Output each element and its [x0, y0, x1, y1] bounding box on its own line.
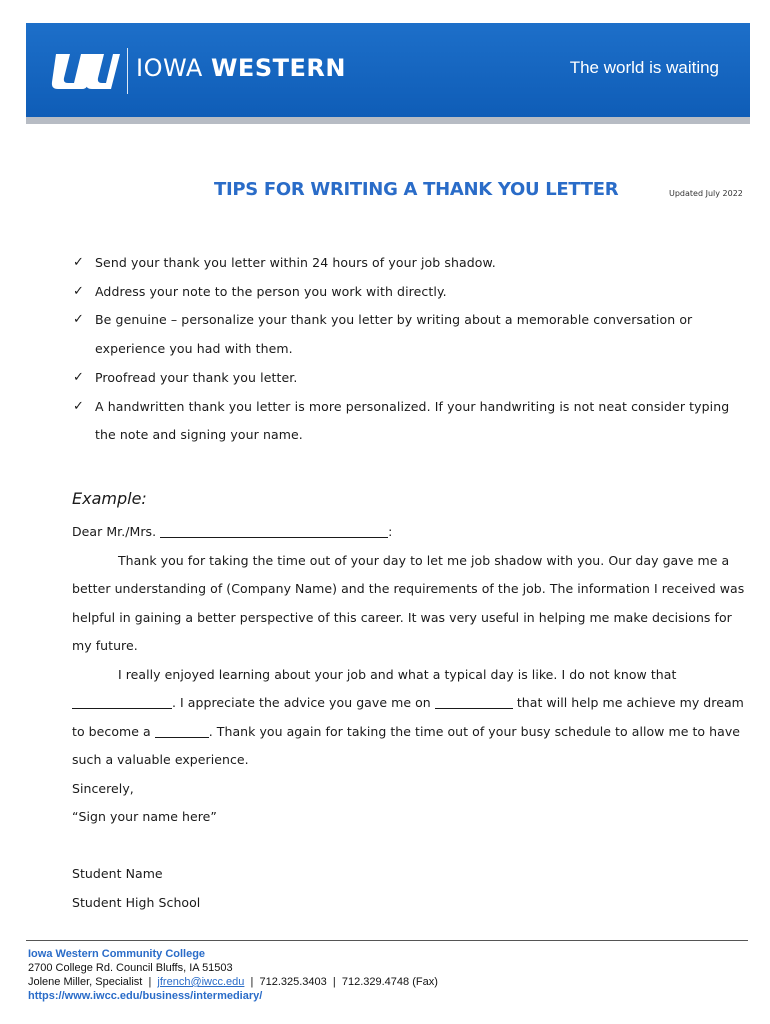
tips-list	[73, 249, 748, 450]
blank-topic	[435, 694, 513, 709]
tip-item	[73, 393, 748, 450]
example-heading: Example:	[72, 489, 147, 508]
header-banner	[26, 23, 750, 117]
iowa-western-logo-icon	[50, 52, 120, 90]
salutation	[72, 518, 748, 547]
para2-part-c: that will help me achieve my dream to become a	[72, 695, 744, 739]
salutation-suffix: :	[388, 524, 393, 539]
footer-divider	[26, 940, 748, 941]
example-letter	[72, 518, 748, 917]
banner-bottom-stripe	[26, 117, 750, 124]
checkmark-icon: ✓	[73, 398, 84, 414]
tip-text: Send your thank you letter within 24 hours of your job shadow.	[95, 255, 496, 270]
tip-item	[73, 249, 748, 278]
footer-contact-name: Jolene Miller, Specialist |	[28, 976, 158, 988]
page-title: TIPS FOR WRITING A THANK YOU LETTER	[214, 179, 619, 200]
tip-item	[73, 306, 748, 363]
logo-text-light: IOWA	[136, 54, 203, 82]
para2-part-b: . I appreciate the advice you gave me on	[172, 695, 431, 710]
email-link[interactable]: jfrench@iwcc.edu	[157, 976, 245, 988]
checkmark-icon: ✓	[73, 283, 84, 299]
footer	[28, 947, 438, 1003]
student-school: Student High School	[72, 894, 201, 910]
tip-text: Proofread your thank you letter.	[95, 369, 298, 385]
tagline: The world is waiting	[569, 58, 719, 77]
signature-placeholder: “Sign your name here”	[72, 809, 217, 824]
updated-date: Updated July 2022	[669, 189, 743, 198]
letter-paragraph-2	[72, 661, 748, 775]
tip-item	[73, 364, 748, 393]
para2-part-a: I really enjoyed learning about your job and what a typical day is like. I do not know that	[118, 666, 677, 682]
checkmark-icon: ✓	[73, 369, 84, 385]
tip-text: Be genuine – personalize your thank you letter by writing about a memorable conversation or experience you had with them.	[95, 312, 693, 357]
checkmark-icon: ✓	[73, 255, 84, 270]
letter-paragraph-1: Thank you for taking the time out of your day to let me job shadow with you. Our day gave me a better understanding of (Company Name) and the requirements of the job. The information I received was helpful in gaining a better perspective of this career. It was very useful in helping me make decisions for my future.	[72, 552, 745, 653]
logo-text-bold: WESTERN	[210, 54, 346, 82]
closing: Sincerely,	[72, 780, 134, 796]
website-link[interactable]: https://www.iwcc.edu/business/intermediary/	[28, 990, 263, 1002]
logo-wordmark	[136, 54, 346, 82]
spacer	[72, 832, 748, 861]
para2-part-d: . Thank you again for taking the time out of your busy schedule to allow me to have such a valuable experience.	[72, 723, 741, 767]
recipient-name-blank	[160, 523, 388, 538]
logo-divider	[127, 48, 128, 94]
tip-text: Address your note to the person you work with directly.	[95, 283, 447, 299]
tip-item	[73, 278, 748, 307]
footer-phones: | 712.325.3403 | 712.329.4748 (Fax)	[244, 976, 438, 988]
blank-fact	[72, 694, 172, 709]
footer-contact	[28, 975, 438, 989]
footer-org: Iowa Western Community College	[28, 948, 206, 960]
salutation-prefix: Dear Mr./Mrs.	[72, 524, 157, 539]
student-name: Student Name	[72, 866, 163, 881]
tip-text: A handwritten thank you letter is more personalized. If your handwriting is not neat consider typing the note and signing your name.	[95, 398, 730, 443]
checkmark-icon: ✓	[73, 312, 84, 328]
footer-address: 2700 College Rd. Council Bluffs, IA 51503	[28, 962, 233, 974]
blank-career	[155, 723, 209, 738]
